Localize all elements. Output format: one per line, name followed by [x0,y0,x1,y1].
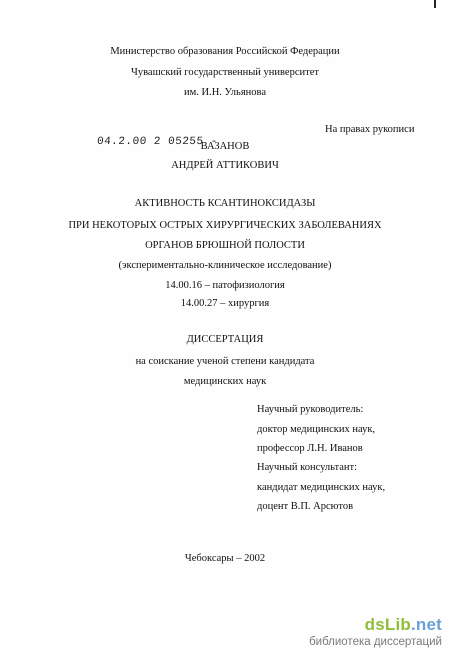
title-line-3: ОРГАНОВ БРЮШНОЙ ПОЛОСТИ [145,240,305,251]
archive-stamp: 04.2.00 2 05255 - [96,136,219,148]
place-year: Чебоксары – 2002 [184,553,266,564]
title-line-2: ПРИ НЕКОТОРЫХ ОСТРЫХ ХИРУРГИЧЕСКИХ ЗАБОЛЕВАНИЯХ [68,220,382,231]
dissertation-line-1: на соискание ученой степени кандидата [135,356,315,367]
ministry-line: Министерство образования Российской Федерации [110,46,340,57]
title-line-1: АКТИВНОСТЬ КСАНТИНОКСИДАЗЫ [134,198,316,209]
specialty-line-2: 14.00.27 – хирургия [180,298,270,309]
consultant-title: Научный консультант: [257,462,358,473]
specialty-line-1: 14.00.16 – патофизиология [165,280,285,291]
named-after-line: им. И.Н. Ульянова [183,87,266,98]
title-subtitle: (экспериментально-клиническое исследование) [118,260,332,271]
dissertation-line-2: медицинских наук [183,376,267,387]
dissertation-heading: ДИССЕРТАЦИЯ [186,334,264,345]
scan-edge-mark [434,0,436,8]
dslib-watermark[interactable] [309,615,442,648]
author-surname: ВАЗАНОВ [200,141,250,152]
watermark-subtitle: библиотека диссертаций [309,636,442,648]
university-line: Чувашский государственный университет [131,67,319,78]
supervisor-degree: доктор медицинских наук, [257,424,376,435]
dslib-logo [309,615,442,635]
author-name: АНДРЕЙ АТТИКОВИЧ [171,160,279,171]
supervisor-name: профессор Л.Н. Иванов [257,443,363,454]
logo-accent-text: .net [410,615,442,634]
supervisor-title: Научный руководитель: [257,404,364,415]
manuscript-rights: На правах рукописи [325,124,415,135]
consultant-degree: кандидат медицинских наук, [257,482,386,493]
consultant-name: доцент В.П. Арсютов [257,501,354,512]
logo-main-text: dsLib [364,615,411,634]
